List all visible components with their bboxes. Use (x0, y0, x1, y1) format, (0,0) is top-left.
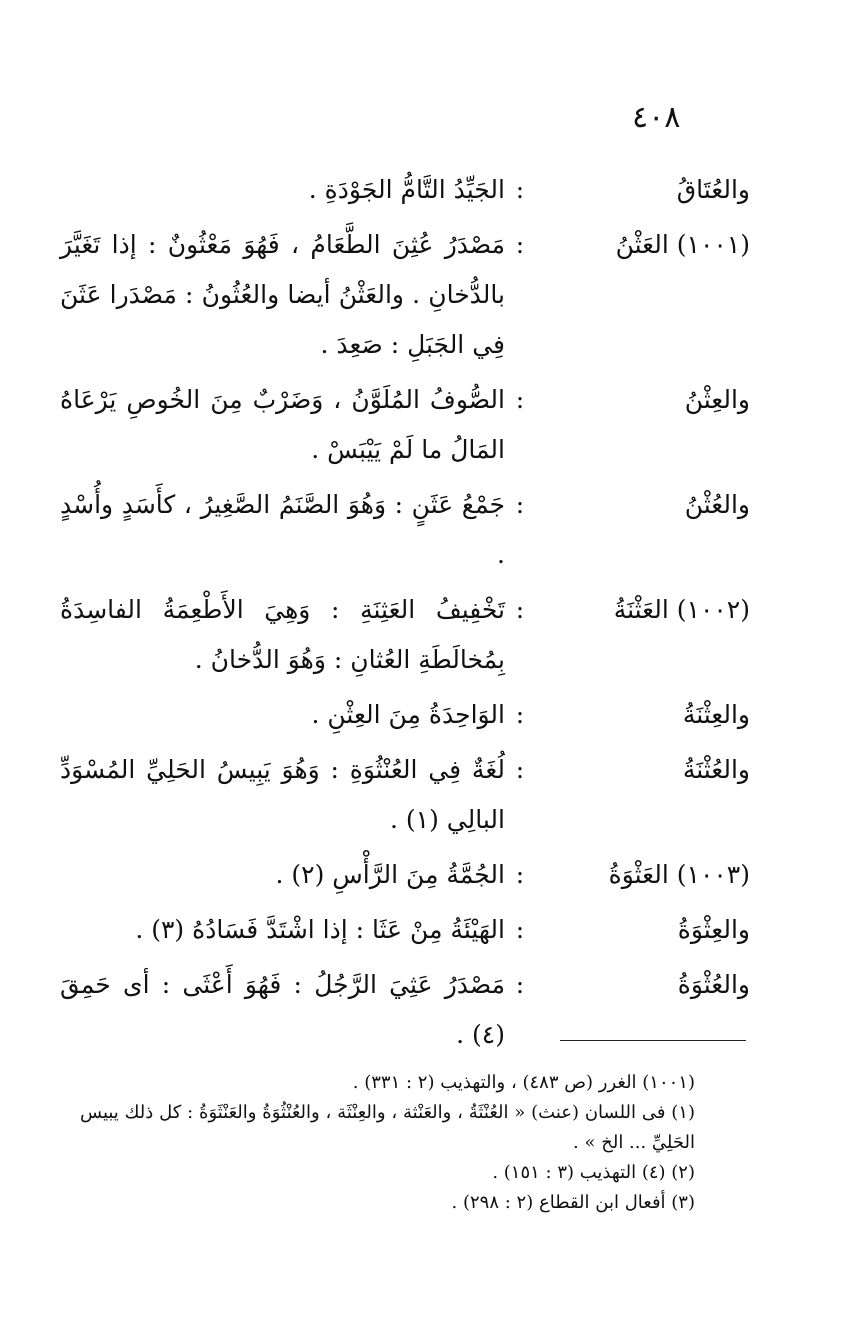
entry-colon: : (515, 970, 525, 999)
entry-colon: : (515, 385, 525, 414)
entry (60, 745, 750, 845)
entry-headword: (١٠٠١) العَثْنُ (615, 230, 750, 259)
entry-headword: والعُثْنَةُ (682, 755, 750, 784)
footnote: (١) فى اللسان (عنث) « العُنْثَةُ ، والعَنْثة ، والعِنْثَة ، والعُنْثُوَةُ والعَنْثَوَةُ : كل ذلك يبيس الحَلِيِّ ... الخ » . (80, 1102, 695, 1153)
entry-headword: والعُثْنُ (684, 490, 750, 519)
footnotes (80, 1068, 750, 1218)
entry-definition: لُغَةٌ فِي العُنْثُوَةِ : وَهُوَ يَبِيسُ الحَلِيِّ المُسْوَدِّ البالِي (١) . (60, 755, 505, 834)
entry-colon: : (515, 860, 525, 889)
entry-definition: الجَيِّدُ التَّامُّ الجَوْدَةِ . (308, 175, 505, 204)
entry-definition: تَخْفِيفُ العَثِنَةِ : وَهِيَ الأَطْعِمَةُ الفاسِدَةُ بِمُخالَطَةِ العُثانِ : وَهُوَ الدُّخانُ . (60, 595, 505, 674)
entry-headword: والعِثْنُ (684, 385, 750, 414)
entry-colon: : (515, 490, 525, 519)
entry-definition: الجُمَّةُ مِنَ الرَّأْسِ (٢) . (275, 860, 505, 889)
entry (60, 585, 750, 685)
entry (60, 690, 750, 740)
entry-definition: الصُّوفُ المُلَوَّنُ ، وَضَرْبٌ مِنَ الخُوصِ يَرْعَاهُ المَالُ ما لَمْ يَيْبَسْ . (60, 385, 505, 464)
entry-definition: مَصْدَرُ عَثِيَ الرَّجُلُ : فَهُوَ أَعْثَى : أى حَمِقَ (٤) . (60, 970, 505, 1049)
dictionary-entries (60, 165, 750, 1065)
entry (60, 220, 750, 370)
entry-colon: : (515, 595, 525, 624)
entry (60, 850, 750, 900)
entry-definition: مَصْدَرُ عُثِنَ الطَّعَامُ ، فَهُوَ مَعْثُونٌ : إذا تَغَيَّرَ بالدُّخانِ . والعَثْنُ أيضا والعُثُونُ : مَصْدَرا عَثَنَ فِي الجَبَلِ : صَعِدَ . (60, 230, 505, 359)
entry-colon: : (515, 700, 525, 729)
entry (60, 960, 750, 1060)
entry-colon: : (515, 915, 525, 944)
entry (60, 375, 750, 475)
footnote-divider (560, 1040, 746, 1041)
entry-colon: : (515, 175, 525, 204)
page-number: ٤٠٨ (632, 100, 681, 135)
entry-headword: (١٠٠٣) العَثْوَةُ (608, 860, 750, 889)
entry-definition: الهَيْئَةُ مِنْ عَثَا : إذا اشْتَدَّ فَسَادُهُ (٣) . (135, 915, 505, 944)
entry-headword: والعِثْوَةُ (677, 915, 750, 944)
footnote: (٢) (٤) التهذيب (٣ : ١٥١) . (492, 1162, 695, 1183)
entry-headword: والعُثْوَةُ (677, 970, 750, 999)
footnote: (٣) أفعال ابن القطاع (٢ : ٢٩٨) . (451, 1192, 695, 1213)
entry (60, 165, 750, 215)
footnote: (١٠٠١) الغرر (ص ٤٨٣) ، والتهذيب (٢ : ٣٣١) . (352, 1072, 695, 1093)
entry (60, 480, 750, 580)
entry-definition: الوَاحِدَةُ مِنَ العِثْنِ . (311, 700, 505, 729)
entry (60, 905, 750, 955)
entry-headword: (١٠٠٢) العَثْنَةُ (613, 595, 750, 624)
entry-headword: والعُتَاقُ (676, 175, 750, 204)
entry-definition: جَمْعُ عَثَنٍ : وَهُوَ الصَّنَمُ الصَّغِيرُ ، كأَسَدٍ وأُسْدٍ . (60, 490, 505, 569)
entry-colon: : (515, 755, 525, 784)
entry-colon: : (515, 230, 525, 259)
entry-headword: والعِثْنَةُ (682, 700, 750, 729)
